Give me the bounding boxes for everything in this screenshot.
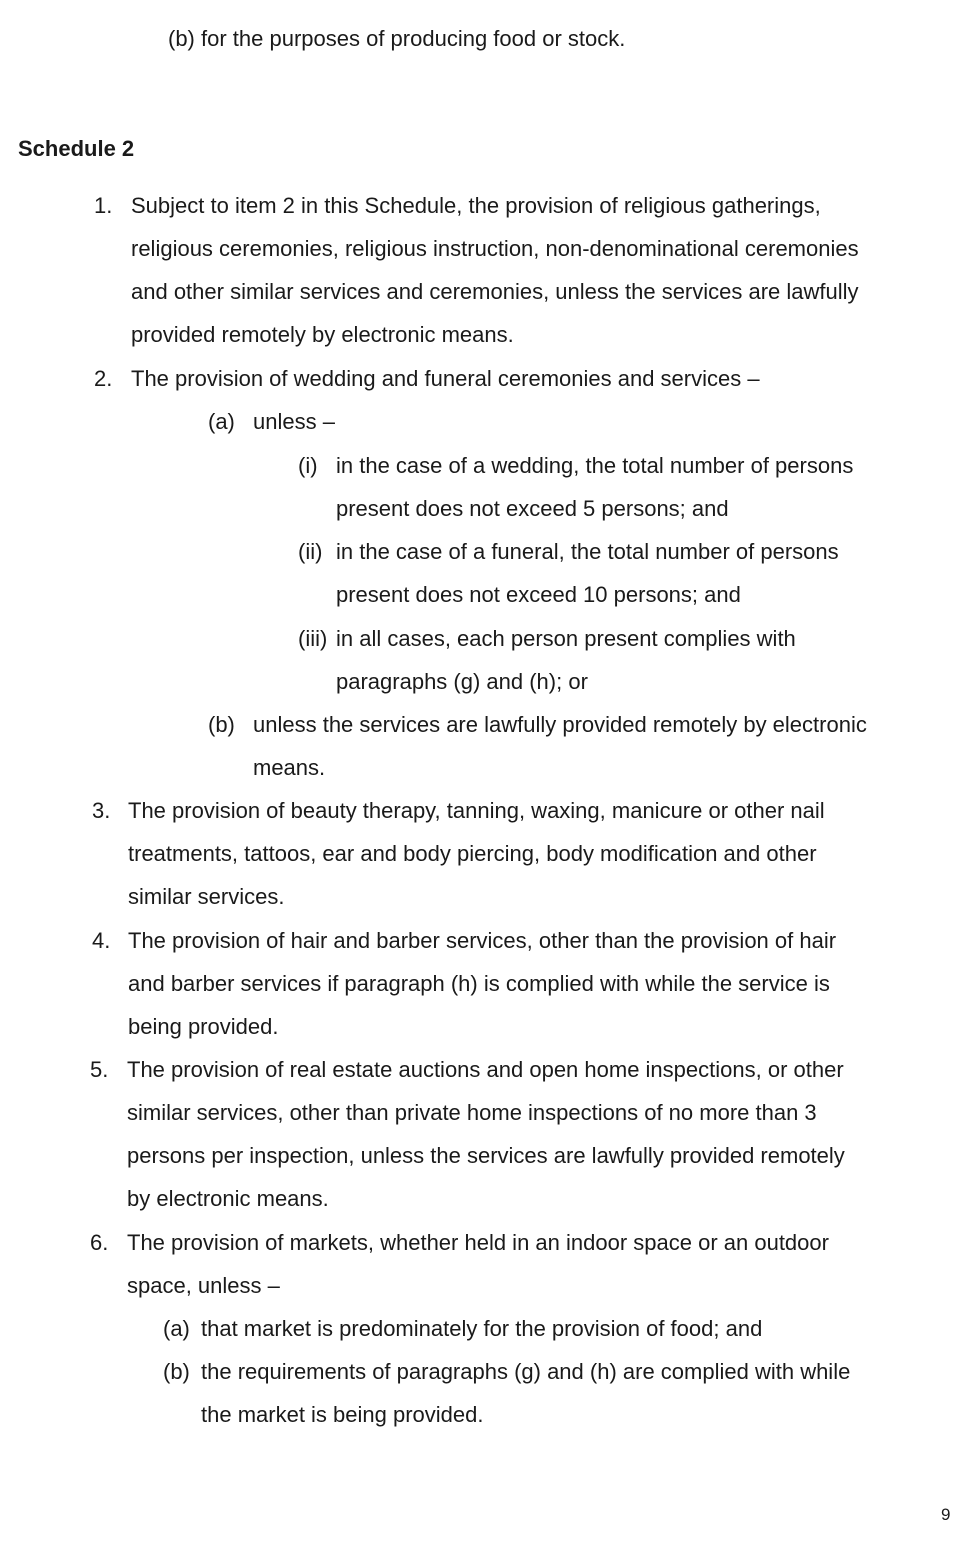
subitem-label: (b) — [208, 712, 235, 737]
subsubitem-label: (ii) — [298, 539, 323, 564]
item-text-line: treatments, tattoos, ear and body piercing, body modification and other — [128, 841, 817, 866]
page-number: 9 — [941, 1505, 951, 1524]
subsubitem-text: paragraphs (g) and (h); or — [336, 669, 588, 694]
subsubitem-text: in all cases, each person present complies with — [336, 626, 796, 651]
subitem-text: means. — [253, 755, 326, 780]
item-text-line: similar services, other than private home inspections of no more than 3 — [127, 1100, 817, 1125]
item-text-line: The provision of wedding and funeral ceremonies and services – — [131, 366, 760, 391]
item-number: 2. — [94, 366, 113, 391]
subitem-text: that market is predominately for the provision of food; and — [201, 1316, 763, 1341]
item-text-line: similar services. — [128, 884, 285, 909]
subitem-label: (a) — [208, 409, 235, 434]
item-text-line: by electronic means. — [127, 1186, 329, 1211]
subsubitem-label: (i) — [298, 453, 318, 478]
subitem-label: (a) — [163, 1316, 190, 1341]
item-text-line: The provision of markets, whether held in an indoor space or an outdoor — [127, 1230, 829, 1255]
item-text-line: and barber services if paragraph (h) is complied with while the service is — [128, 971, 830, 996]
item-number: 4. — [92, 928, 111, 953]
subitem-label: (b) — [163, 1359, 190, 1384]
item-text-line: space, unless – — [127, 1273, 280, 1298]
item-text-line: religious ceremonies, religious instruction, non-denominational ceremonies — [131, 236, 859, 261]
subsubitem-label: (iii) — [298, 626, 328, 651]
subitem-text: unless – — [253, 409, 335, 434]
subitem-text: the market is being provided. — [201, 1402, 484, 1427]
subsubitem-text: in the case of a wedding, the total number of persons — [336, 453, 854, 478]
item-text-line: Subject to item 2 in this Schedule, the provision of religious gatherings, — [131, 193, 821, 218]
subsubitem-text: in the case of a funeral, the total number of persons — [336, 539, 839, 564]
subitem-text: unless the services are lawfully provided remotely by electronic — [253, 712, 867, 737]
item-text-line: being provided. — [128, 1014, 279, 1039]
item-number: 5. — [90, 1057, 109, 1082]
item-text-line: and other similar services and ceremonies, unless the services are lawfully — [131, 279, 859, 304]
subsubitem-text: present does not exceed 10 persons; and — [336, 582, 741, 607]
item-text-line: The provision of hair and barber services, other than the provision of hair — [128, 928, 837, 953]
item-text-line: The provision of real estate auctions and open home inspections, or other — [127, 1057, 844, 1082]
subitem-text: the requirements of paragraphs (g) and (h) are complied with while — [201, 1359, 851, 1384]
item-text-line: provided remotely by electronic means. — [131, 322, 514, 347]
subsubitem-text: present does not exceed 5 persons; and — [336, 496, 729, 521]
item-number: 3. — [92, 798, 111, 823]
item-number: 1. — [94, 193, 113, 218]
item-number: 6. — [90, 1230, 109, 1255]
item-text-line: The provision of beauty therapy, tanning, waxing, manicure or other nail — [128, 798, 825, 823]
intro-item-b: (b) for the purposes of producing food or stock. — [168, 26, 626, 51]
item-text-line: persons per inspection, unless the services are lawfully provided remotely — [127, 1143, 845, 1168]
schedule-heading: Schedule 2 — [18, 136, 135, 161]
